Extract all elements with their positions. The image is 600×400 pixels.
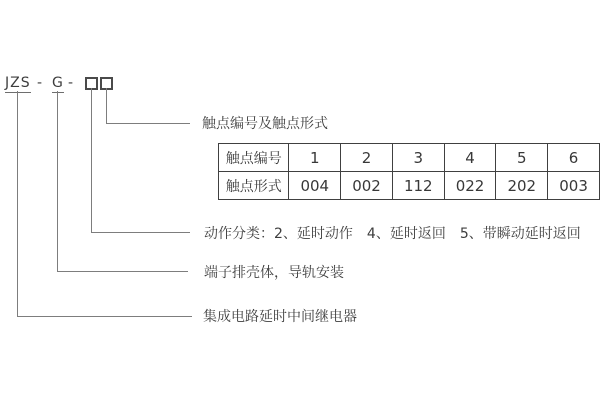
connector-relay-type-horizontal	[17, 316, 192, 317]
contact-number-cell: 1	[289, 144, 341, 172]
callout-action-class-label: 动作分类：2、延时动作 4、延时返回 5、带瞬动延时返回	[204, 226, 581, 242]
connector-contact-form-horizontal	[106, 123, 190, 124]
table-row-contact-form	[219, 172, 600, 200]
table-row-contact-number	[219, 144, 600, 172]
model-separator-2: -	[68, 75, 75, 91]
callout-contact-form-label: 触点编号及触点形式	[202, 116, 328, 132]
row-header-contact-form: 触点形式	[219, 172, 289, 200]
callout-housing-label: 端子排壳体，导轨安装	[204, 265, 344, 281]
contact-number-cell: 4	[444, 144, 496, 172]
contact-number-cell: 5	[496, 144, 548, 172]
connector-relay-type-vertical	[17, 91, 18, 316]
model-series: G	[52, 75, 64, 91]
connector-action-class-horizontal	[91, 232, 190, 233]
model-separator-1: -	[37, 75, 44, 91]
contact-number-cell: 6	[548, 144, 600, 172]
connector-contact-form-vertical	[106, 88, 107, 123]
callout-relay-type-label: 集成电路延时中间继电器	[203, 309, 357, 325]
contact-form-cell: 004	[289, 172, 341, 200]
contact-number-cell: 3	[392, 144, 444, 172]
contact-number-cell: 2	[341, 144, 393, 172]
contact-form-cell: 112	[392, 172, 444, 200]
contact-form-cell: 002	[341, 172, 393, 200]
contact-form-cell: 022	[444, 172, 496, 200]
row-header-contact-number: 触点编号	[219, 144, 289, 172]
connector-housing-horizontal	[57, 271, 188, 272]
connector-action-class-vertical	[91, 88, 92, 232]
contact-form-cell: 003	[548, 172, 600, 200]
connector-housing-vertical	[57, 91, 58, 271]
model-prefix: JZS	[5, 75, 31, 91]
contact-form-table	[218, 143, 600, 200]
contact-form-cell: 202	[496, 172, 548, 200]
